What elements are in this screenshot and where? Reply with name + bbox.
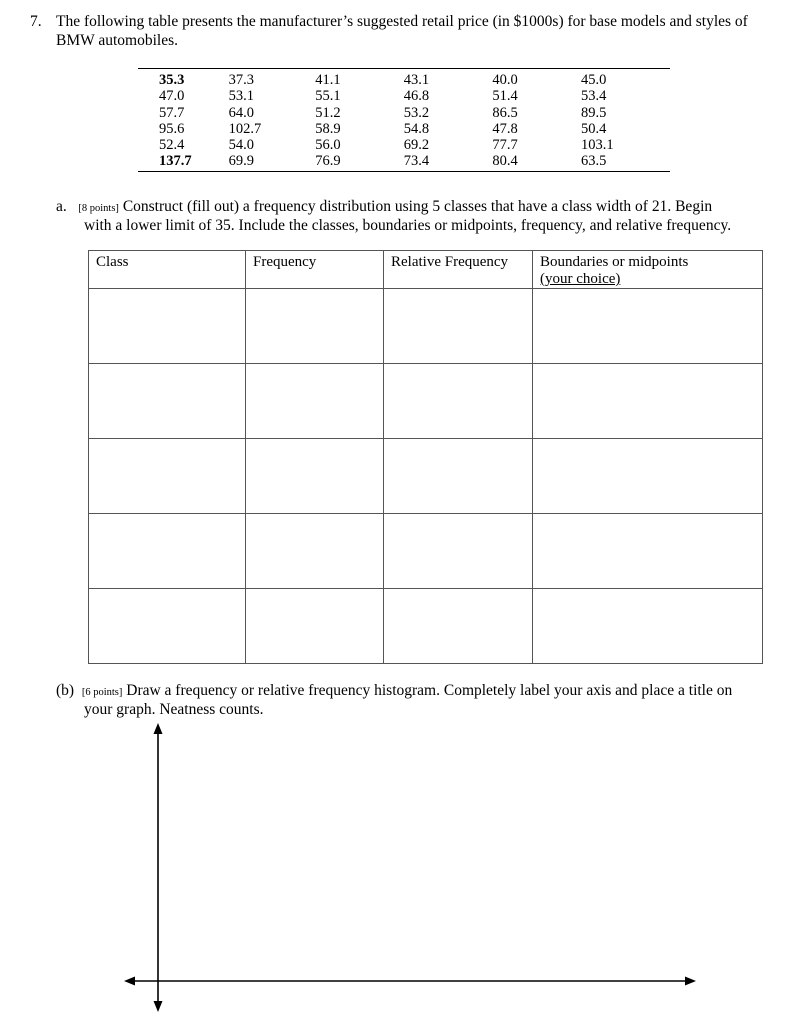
table-cell: 55.1: [315, 88, 341, 105]
table-cell: 47.8: [492, 120, 518, 137]
part-b-points: [6 points]: [81, 687, 123, 698]
table-cell: 45.0: [580, 72, 607, 88]
table-cell: 40.0: [492, 72, 518, 88]
table-cell: 54.8: [403, 120, 430, 137]
table-cell: 53.2: [403, 104, 430, 121]
table-cell: 54.0: [228, 137, 254, 154]
part-b-label: (b): [56, 682, 75, 699]
table-cell: 58.9: [315, 120, 341, 137]
question-number: 7.: [30, 13, 42, 30]
part-a-text-1: Construct (fill out) a frequency distribution using 5 classes that have a class width of 21. Begin: [122, 198, 713, 215]
header-class: Class: [89, 251, 246, 289]
table-cell: 57.7: [159, 104, 185, 121]
table-cell: 56.0: [315, 137, 341, 154]
table-cell: 37.3: [228, 72, 254, 88]
part-a-text-2: with a lower limit of 35. Include the classes, boundaries or midpoints, frequency, and relative frequency.: [84, 217, 732, 234]
table-cell: 47.0: [159, 88, 185, 105]
x-axis-right-arrow-icon: [685, 977, 696, 986]
table-cell: 103.1: [580, 137, 614, 154]
table-cell: 80.4: [492, 153, 518, 170]
question-text-line-2: BMW automobiles.: [56, 32, 178, 49]
table-cell: 53.4: [580, 88, 607, 105]
part-a-label: a.: [56, 198, 67, 215]
table-cell: 95.6: [159, 120, 185, 137]
table-cell: 102.7: [228, 120, 262, 137]
table-cell: 63.5: [580, 153, 607, 170]
table-cell: 46.8: [403, 88, 430, 105]
table-cell: 41.1: [315, 72, 341, 88]
part-b-text-2: your graph. Neatness counts.: [84, 701, 264, 718]
question-text-line-1: The following table presents the manufacturer’s suggested retail price (in $1000s) for base models and styles of: [56, 13, 748, 30]
part-a-points: [8 points]: [78, 203, 119, 214]
header-frequency: Frequency: [246, 251, 384, 289]
table-cell: 43.1: [403, 72, 430, 88]
table-cell: 89.5: [580, 104, 607, 121]
table-cell: 53.1: [228, 88, 254, 105]
table-cell: 77.7: [492, 137, 518, 154]
table-cell: 69.2: [403, 137, 430, 154]
table-cell: 52.4: [159, 137, 185, 154]
header-relative-frequency: Relative Frequency: [384, 251, 533, 289]
y-axis-down-arrow-icon: [154, 1001, 163, 1012]
table-cell: 64.0: [228, 104, 254, 121]
table-cell: 50.4: [580, 120, 607, 137]
table-cell: 73.4: [403, 153, 430, 170]
part-b-text-1: Draw a frequency or relative frequency histogram. Completely label your axis and place a title on: [126, 682, 733, 699]
table-cell: 51.2: [315, 104, 341, 121]
x-axis-left-arrow-icon: [124, 977, 135, 986]
header-boundaries-line-2: (your choice): [540, 271, 621, 287]
table-cell: 35.3: [159, 72, 185, 88]
table-cell: 137.7: [159, 153, 192, 170]
table-cell: 86.5: [492, 104, 518, 121]
table-cell: 76.9: [315, 153, 341, 170]
table-cell: 69.9: [228, 153, 254, 170]
y-axis-up-arrow-icon: [154, 723, 163, 734]
header-boundaries-line-1: Boundaries or midpoints: [540, 254, 689, 270]
table-cell: 51.4: [492, 88, 518, 105]
